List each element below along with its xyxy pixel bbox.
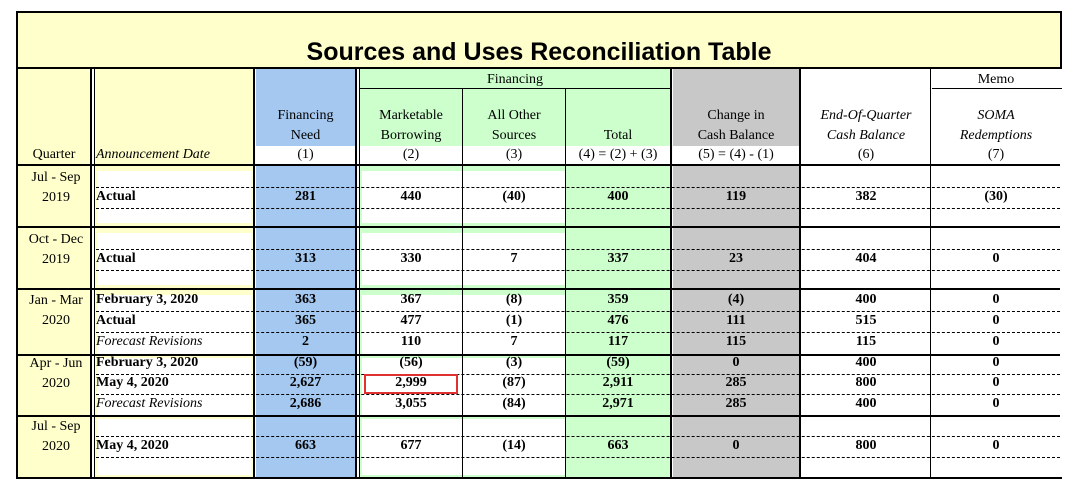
table-cell: 0	[992, 313, 1000, 328]
table-cell: 285	[725, 375, 747, 390]
row-label: May 4, 2020	[96, 438, 169, 453]
table-cell: (30)	[984, 189, 1008, 204]
col2-header-line1: Marketable	[379, 108, 443, 123]
table-cell: (1)	[505, 313, 523, 328]
col3-number: (3)	[505, 147, 523, 162]
table-cell: 663	[295, 438, 316, 453]
table-cell: 0	[992, 438, 1000, 453]
table-cell: 0	[732, 438, 740, 453]
col3-header-line2: Sources	[491, 128, 537, 143]
quarter-header: Quarter	[32, 147, 76, 162]
table-cell: 23	[729, 251, 743, 266]
memo-group-underline	[932, 88, 1062, 89]
row-label: May 4, 2020	[96, 375, 169, 390]
row-label: Actual	[96, 251, 136, 266]
table-cell: 281	[295, 189, 316, 204]
col6-header-line1: End-Of-Quarter	[820, 108, 912, 123]
table-cell: (14)	[502, 438, 526, 453]
table-cell: 0	[992, 251, 1000, 266]
table-cell: (4)	[727, 292, 745, 307]
table-cell: (59)	[606, 355, 630, 370]
table-cell: 111	[726, 313, 746, 328]
table-cell: 0	[992, 355, 1000, 370]
table-cell: 7	[510, 251, 518, 266]
col1-number: (1)	[297, 147, 314, 162]
table-cell: 382	[855, 189, 877, 204]
table-cell: 115	[725, 334, 747, 349]
table-cell: 367	[400, 292, 422, 307]
col1-header-line1: Financing	[277, 108, 334, 123]
table-cell: 285	[725, 396, 747, 411]
col4-header-line2: Total	[603, 128, 633, 143]
table-cell: 2	[302, 334, 309, 349]
table-cell: 330	[400, 251, 422, 266]
table-cell: 400	[855, 292, 877, 307]
memo-group-header: Memo	[977, 72, 1015, 87]
table-cell: 2,999	[395, 375, 427, 390]
col6-header-line2: Cash Balance	[826, 128, 906, 143]
financing-group-header: Financing	[487, 72, 543, 87]
table-cell: (59)	[293, 355, 318, 370]
table-cell: 400	[855, 396, 877, 411]
table-cell: 515	[855, 313, 877, 328]
table-cell: 0	[992, 396, 1000, 411]
col7-header-line1: SOMA	[977, 108, 1015, 123]
row-label: Forecast Revisions	[96, 334, 203, 349]
col2-number: (2)	[402, 147, 420, 162]
col1-header-line2: Need	[290, 128, 321, 143]
quarter-label: Jul - Sep 2019	[31, 170, 81, 205]
highlight-box	[364, 374, 458, 394]
col5-number: (5) = (4) - (1)	[698, 147, 774, 162]
table-cell: 663	[607, 438, 629, 453]
col6-number: (6)	[857, 147, 875, 162]
financing-group-underline	[360, 88, 670, 89]
quarter-label: Jul - Sep 2020	[31, 419, 81, 454]
table-cell: 440	[400, 189, 422, 204]
table-cell: 110	[400, 334, 422, 349]
col4-number: (4) = (2) + (3)	[578, 147, 658, 162]
table-cell: 2,686	[289, 396, 322, 411]
col7-header-line2: Redemptions	[959, 128, 1033, 143]
table-cell: (3)	[505, 355, 523, 370]
table-cell: 359	[607, 292, 629, 307]
table-cell: 119	[725, 189, 747, 204]
row-label: February 3, 2020	[96, 355, 199, 370]
table-title: Sources and Uses Reconciliation Table	[18, 13, 1060, 69]
table-cell: 476	[607, 313, 629, 328]
col3-header-line1: All Other	[487, 108, 541, 123]
table-cell: 365	[295, 313, 316, 328]
col7-number: (7)	[987, 147, 1005, 162]
row-label: Actual	[96, 313, 136, 328]
table-cell: 337	[607, 251, 629, 266]
col2-header-line2: Borrowing	[380, 128, 442, 143]
table-cell: 3,055	[395, 396, 427, 411]
row-label: Forecast Revisions	[96, 396, 203, 411]
table-cell: 800	[855, 438, 877, 453]
quarter-label: Jan - Mar 2020	[29, 293, 83, 328]
table-cell: 800	[855, 375, 877, 390]
table-cell: 0	[732, 355, 740, 370]
table-cell: 363	[295, 292, 316, 307]
quarter-label: Apr - Jun 2020	[29, 356, 83, 391]
table-cell: 115	[855, 334, 877, 349]
announcement-date-header: Announcement Date	[96, 147, 210, 162]
table-cell: (56)	[399, 355, 423, 370]
row-label: Actual	[96, 189, 136, 204]
table-cell: 2,627	[289, 375, 322, 390]
table-cell: 0	[992, 334, 1000, 349]
table-cell: 477	[400, 313, 422, 328]
table-cell: (8)	[505, 292, 523, 307]
table-cell: 400	[607, 189, 629, 204]
table-cell: (87)	[502, 375, 526, 390]
table-cell: 7	[510, 334, 518, 349]
table-cell: (40)	[502, 189, 526, 204]
table-cell: 313	[295, 251, 316, 266]
table-cell: 0	[992, 375, 1000, 390]
table-cell: 677	[400, 438, 422, 453]
table-cell: 117	[607, 334, 629, 349]
table-cell: 2,971	[602, 396, 634, 411]
table-cell: 400	[855, 355, 877, 370]
col5-header-line2: Cash Balance	[697, 128, 775, 143]
table-cell: 404	[855, 251, 877, 266]
table-cell: 0	[992, 292, 1000, 307]
row-label: February 3, 2020	[96, 292, 199, 307]
table-cell: (84)	[502, 396, 526, 411]
quarter-label: Oct - Dec 2019	[28, 232, 84, 267]
col5-header-line1: Change in	[707, 108, 765, 123]
table-cell: 2,911	[602, 375, 634, 390]
